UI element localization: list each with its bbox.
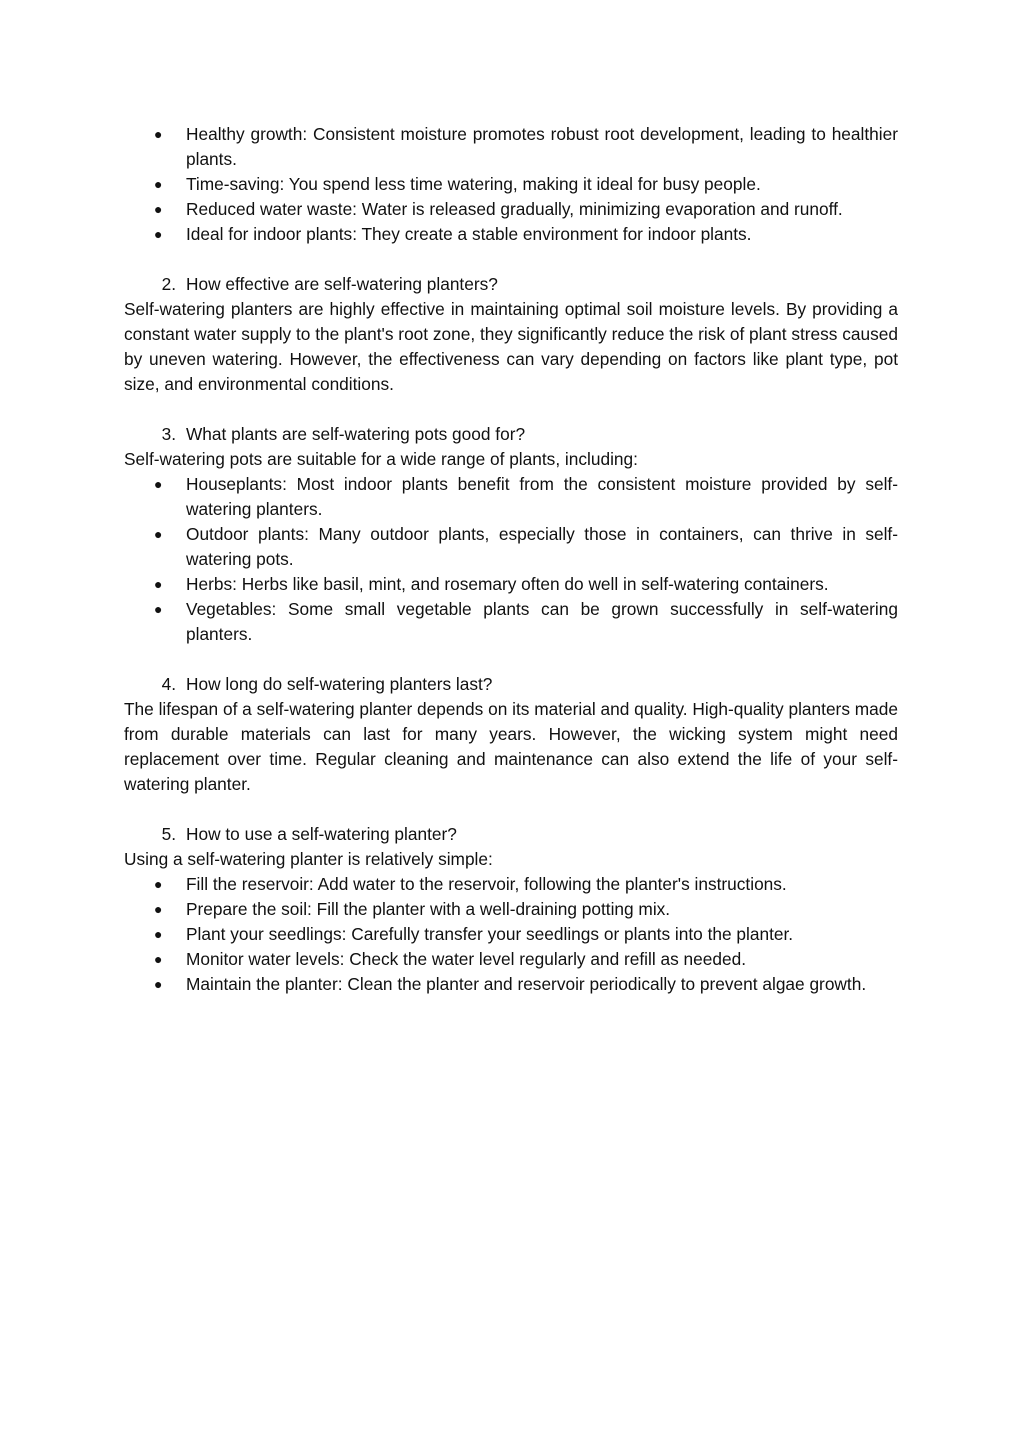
faq-answer-2: Self-watering planters are highly effective in maintaining optimal soil moisture levels. By providing a constant water supply to the plant's root zone, they significantly reduce the risk of plant stress caused by uneven watering. However, the effectiveness can vary depending on factors like plant type, pot size, and environmental conditions. <box>124 299 898 394</box>
heading-text: How long do self-watering planters last? <box>186 674 493 694</box>
bullet-icon: ● <box>154 926 163 942</box>
bullet-icon: ● <box>154 576 163 592</box>
bullet-icon: ● <box>154 476 163 492</box>
bullet-icon: ● <box>154 976 163 992</box>
usage-steps-list <box>124 872 898 997</box>
list-item-text: Healthy growth: Consistent moisture promotes robust root development, leading to healthier plants. <box>186 124 898 169</box>
list-item-text: Maintain the planter: Clean the planter and reservoir periodically to prevent algae growth. <box>186 974 867 994</box>
item-number: 4. <box>161 674 176 694</box>
list-item-text: Time-saving: You spend less time watering, making it ideal for busy people. <box>186 174 761 194</box>
faq-answer-3: Self-watering pots are suitable for a wide range of plants, including: <box>124 449 638 469</box>
list-item-text: Fill the reservoir: Add water to the reservoir, following the planter's instructions. <box>186 874 787 894</box>
list-item <box>124 572 898 597</box>
list-item <box>124 897 898 922</box>
bullet-icon: ● <box>154 901 163 917</box>
faq-heading-2 <box>124 272 898 297</box>
list-item-text: Reduced water waste: Water is released gradually, minimizing evaporation and runoff. <box>186 199 843 219</box>
bullet-icon: ● <box>154 226 163 242</box>
item-number: 2. <box>161 274 176 294</box>
list-item-text: Prepare the soil: Fill the planter with a well-draining potting mix. <box>186 899 671 919</box>
bullet-icon: ● <box>154 951 163 967</box>
faq-heading-4 <box>124 672 898 697</box>
list-item <box>124 872 898 897</box>
list-item-text: Herbs: Herbs like basil, mint, and rosemary often do well in self-watering containers. <box>186 574 829 594</box>
item-number: 5. <box>161 824 176 844</box>
faq-answer-4: The lifespan of a self-watering planter depends on its material and quality. High-quality planters made from durable materials can last for many years. However, the wicking system might need replacement over time. Regular cleaning and maintenance can also extend the life of your self-watering planter. <box>124 699 898 794</box>
list-item <box>124 947 898 972</box>
heading-text: How effective are self-watering planters? <box>186 274 498 294</box>
bullet-icon: ● <box>154 526 163 542</box>
faq-answer-5: Using a self-watering planter is relatively simple: <box>124 849 493 869</box>
faq-heading-3 <box>124 422 898 447</box>
list-item-text: Houseplants: Most indoor plants benefit from the consistent moisture provided by self-watering planters. <box>186 474 898 519</box>
list-item <box>124 197 898 222</box>
benefits-list <box>124 122 898 247</box>
list-item <box>124 172 898 197</box>
bullet-icon: ● <box>154 601 163 617</box>
list-item-text: Outdoor plants: Many outdoor plants, especially those in containers, can thrive in self-watering pots. <box>186 524 898 569</box>
heading-text: What plants are self-watering pots good for? <box>186 424 526 444</box>
list-item <box>124 522 898 572</box>
list-item <box>124 972 898 997</box>
list-item <box>124 922 898 947</box>
item-number: 3. <box>161 424 176 444</box>
list-item <box>124 222 898 247</box>
list-item-text: Monitor water levels: Check the water level regularly and refill as needed. <box>186 949 746 969</box>
heading-text: How to use a self-watering planter? <box>186 824 457 844</box>
bullet-icon: ● <box>154 876 163 892</box>
list-item-text: Plant your seedlings: Carefully transfer your seedlings or plants into the planter. <box>186 924 794 944</box>
faq-heading-5 <box>124 822 898 847</box>
plants-list <box>124 472 898 647</box>
document-body <box>124 122 898 997</box>
list-item <box>124 472 898 522</box>
list-item-text: Ideal for indoor plants: They create a stable environment for indoor plants. <box>186 224 752 244</box>
bullet-icon: ● <box>154 126 163 142</box>
bullet-icon: ● <box>154 201 163 217</box>
bullet-icon: ● <box>154 176 163 192</box>
list-item <box>124 122 898 172</box>
list-item-text: Vegetables: Some small vegetable plants can be grown successfully in self-watering planters. <box>186 599 898 644</box>
list-item <box>124 597 898 647</box>
